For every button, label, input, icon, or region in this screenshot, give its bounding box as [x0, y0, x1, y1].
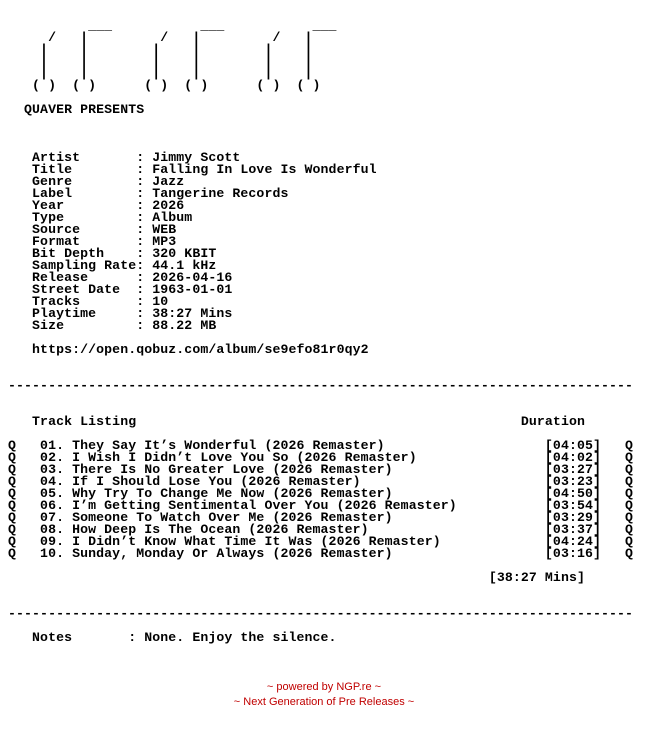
track-row: Q 08. How Deep Is The Ocean (2026 Remaster) [03:37] Q	[8, 522, 634, 537]
track-row: Q 05. Why Try To Change Me Now (2026 Remaster) [04:50] Q	[8, 486, 634, 501]
info-row-tracks: Tracks : 10	[8, 294, 169, 309]
quaver-logo-line: | | | | | |	[8, 54, 313, 69]
blank-line	[8, 584, 633, 596]
track-row: Q 10. Sunday, Monday Or Always (2026 Remaster) [03:16] Q	[8, 546, 634, 561]
info-row-artist: Artist : Jimmy Scott	[8, 150, 241, 165]
blank-line	[8, 356, 633, 368]
info-row-type: Type : Album	[8, 210, 193, 225]
separator: ------------------------------------------------------------------------------	[8, 606, 634, 621]
info-row-genre: Genre : Jazz	[8, 174, 185, 189]
quaver-logo-line: | | | | | |	[8, 66, 313, 81]
quaver-logo-line: | | | | | |	[8, 42, 313, 57]
info-row-source: Source : WEB	[8, 222, 177, 237]
quaver-logo-line: ( ) ( ) ( ) ( ) ( ) ( )	[8, 78, 321, 93]
info-row-sampling-rate: Sampling Rate: 44.1 kHz	[8, 258, 217, 273]
track-row: Q 04. If I Should Lose You (2026 Remaster) [03:23] Q	[8, 474, 634, 489]
info-row-bit-depth: Bit Depth : 320 KBIT	[8, 246, 217, 261]
track-listing-header: Track Listing Duration	[8, 414, 585, 429]
notes-row: Notes : None. Enjoy the silence.	[8, 630, 337, 645]
track-row: Q 02. I Wish I Didn’t Love You So (2026 Remaster) [04:02] Q	[8, 450, 634, 465]
info-row-format: Format : MP3	[8, 234, 177, 249]
track-row: Q 06. I’m Getting Sentimental Over You (2026 Remaster) [03:54] Q	[8, 498, 634, 513]
info-row-size: Size : 88.22 MB	[8, 318, 217, 333]
footer-tagline: ~ Next Generation of Pre Releases ~	[233, 696, 415, 708]
info-row-title: Title : Falling In Love Is Wonderful	[8, 162, 377, 177]
separator: ------------------------------------------------------------------------------	[8, 378, 634, 393]
nfo-document	[8, 8, 633, 644]
track-row: Q 09. I Didn’t Know What Time It Was (2026 Remaster) [04:24] Q	[8, 534, 634, 549]
track-row: Q 01. They Say It’s Wonderful (2026 Remaster) [04:05] Q	[8, 438, 634, 453]
blank-line	[8, 392, 633, 404]
info-row-playtime: Playtime : 38:27 Mins	[8, 306, 233, 321]
album-url[interactable]: https://open.qobuz.com/album/se9efo81r0qy2	[8, 342, 369, 357]
presents-title: QUAVER PRESENTS	[8, 102, 145, 117]
info-row-label: Label : Tangerine Records	[8, 186, 289, 201]
info-row-release: Release : 2026-04-16	[8, 270, 233, 285]
track-row: Q 07. Someone To Watch Over Me (2026 Remaster) [03:29] Q	[8, 510, 634, 525]
total-playtime: [38:27 Mins]	[8, 570, 585, 585]
quaver-logo-line: / | / | / |	[8, 30, 313, 45]
footer-powered-by: ~ powered by NGP.re ~	[266, 681, 382, 693]
info-row-year: Year : 2026	[8, 198, 185, 213]
blank-line	[8, 128, 633, 140]
info-row-street-date: Street Date : 1963-01-01	[8, 282, 233, 297]
track-row: Q 03. There Is No Greater Love (2026 Remaster) [03:27] Q	[8, 462, 634, 477]
blank-line	[8, 116, 633, 128]
quaver-logo-line: ___ ___ ___	[8, 18, 337, 33]
